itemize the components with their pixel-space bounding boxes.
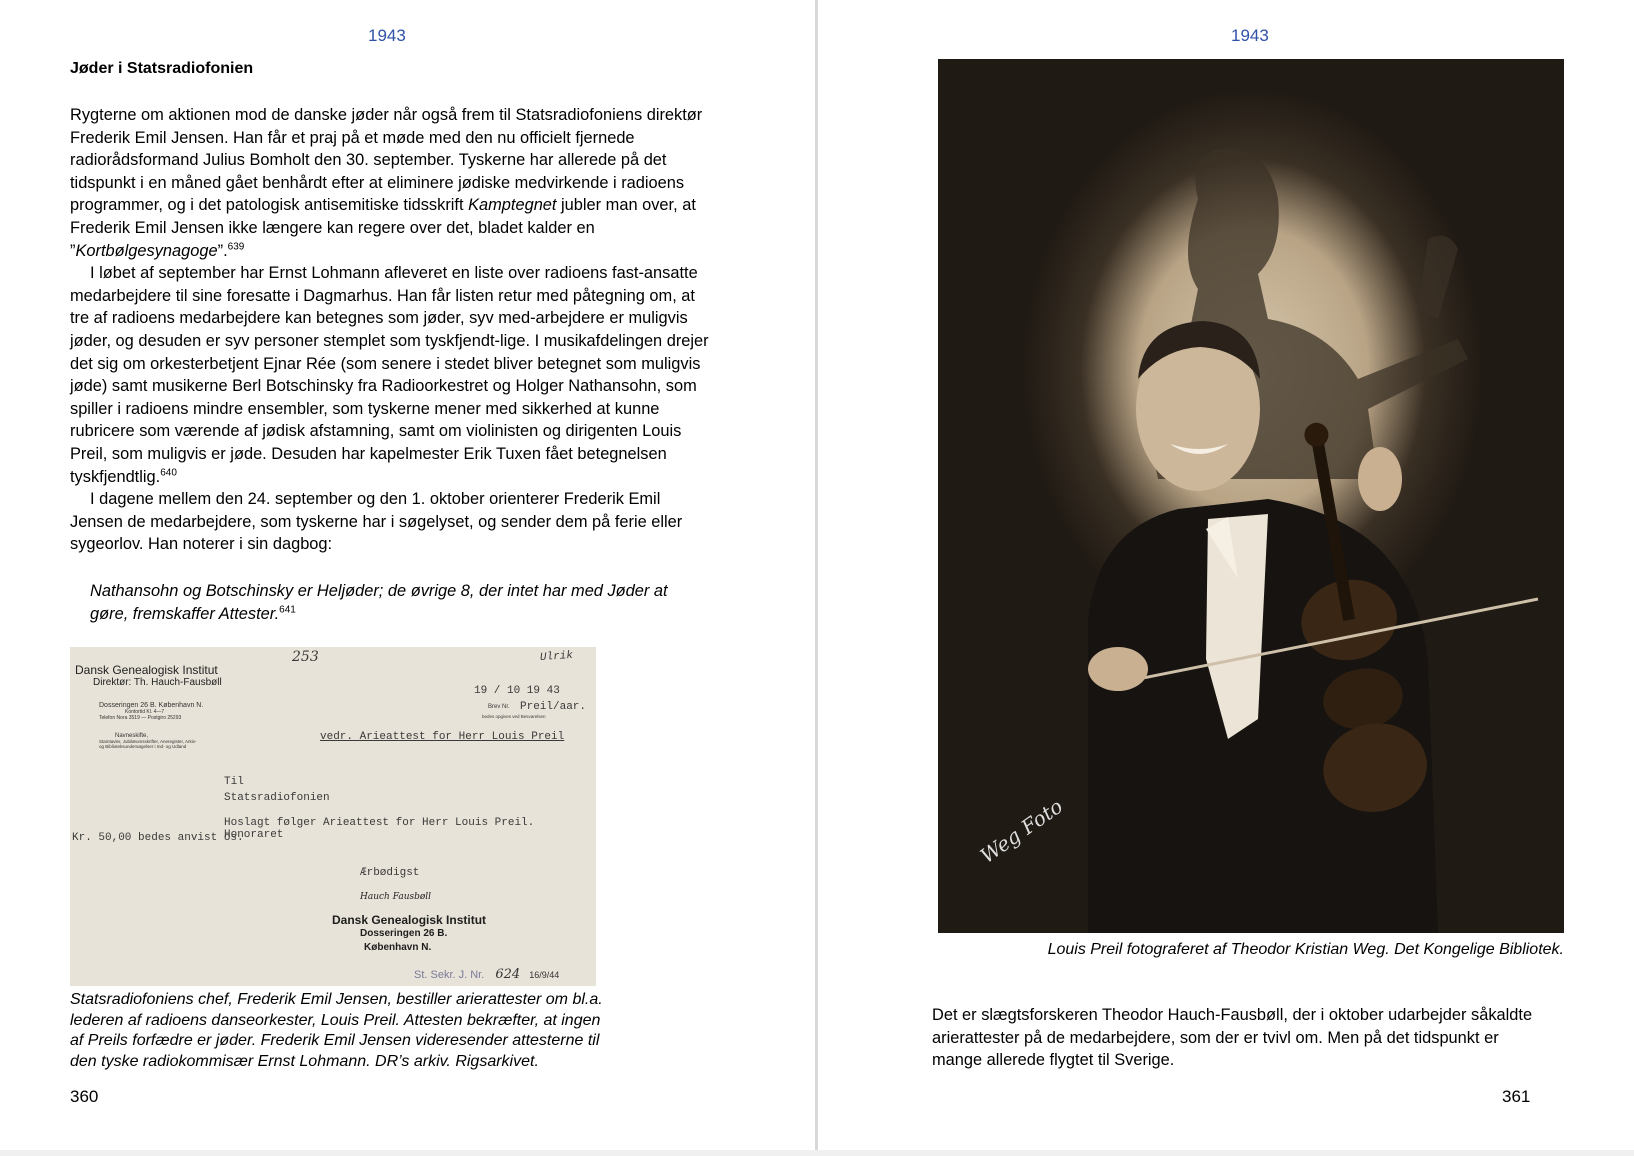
letter-caption (70, 990, 710, 1072)
paragraph (70, 104, 710, 262)
text-line: arierattester på de medarbejdere, som der er tvivl om. Men på det tidspunkt er (932, 1028, 1499, 1047)
journal-stamp-date: 16/9/44 (529, 970, 560, 980)
diary-quote (90, 580, 710, 625)
letter-letterhead (75, 663, 245, 749)
letter-address: Dosseringen 26 B. København N. (99, 702, 204, 709)
letter-body-1: Hoslagt følger Arieattest for Herr Louis Preil. Honoraret (224, 817, 535, 841)
letter-services-title: Navneskifte, (115, 733, 149, 739)
letter-initials: Ulrik (539, 649, 574, 665)
letter-stamp (332, 913, 486, 955)
journal-stamp-label: St. Sekr. J. Nr. (414, 969, 485, 981)
running-header-year: 1943 (1231, 26, 1269, 45)
letter-services-1: Stamtavler, Jubilæumsskrifter, Aneregister, Arkiv- (99, 739, 197, 744)
letter-body-2: Kr. 50,00 bedes anvist os. (72, 832, 244, 844)
letter-ref-label: Brev Nr. (488, 704, 510, 710)
stamp-institute: Dansk Genealogisk Institut (332, 913, 487, 927)
letter-director: Direktør: Th. Hauch-Fausbøll (93, 677, 222, 688)
footnote-ref: 640 (160, 467, 177, 479)
letter-subject: vedr. Arieattest for Herr Louis Preil (320, 731, 565, 743)
stamp-street: Dosseringen 26 B. (360, 928, 448, 939)
page-number: 361 (1502, 1087, 1531, 1106)
letter-date: 19 / 10 19 43 (474, 685, 560, 697)
letter-phone: Telefon Nora 3519 — Postgiro 25293 (99, 715, 182, 721)
text-line: mange allerede flygtet til Sverige. (932, 1051, 1175, 1070)
running-header-year: 1943 (368, 26, 406, 45)
letter-ref: Preil/aar. (520, 701, 587, 713)
text-line: Det er slægtsforskeren Theodor Hauch-Fausbøll, der i oktober udarbejder såkaldte (932, 1006, 1533, 1024)
paragraph (70, 488, 710, 556)
caption-line: den tyske radiokommisær Ernst Lohmann. DR’s arkiv. Rigsarkivet. (70, 1052, 539, 1070)
page-number: 360 (70, 1087, 99, 1106)
letter-hours: Kontortid Kl. 4—7 (125, 709, 165, 715)
text-run: Kamptegnet (468, 196, 557, 215)
body-text (70, 104, 710, 556)
photographer-signature: Weg Foto (975, 793, 1068, 869)
caption-line: Statsradiofoniens chef, Frederik Emil Jensen, bestiller arierattester om bl.a. (70, 991, 603, 1008)
footnote-ref: 639 (227, 241, 245, 253)
photo-caption: Louis Preil fotograferet af Theodor Kristian Weg. Det Kongelige Bibliotek. (1047, 941, 1564, 958)
caption-line: lederen af radioens danseorkester, Louis Preil. Attesten bekræfter, at ingen (70, 1011, 601, 1029)
left-page (0, 0, 815, 1150)
section-heading: Jøder i Statsradiofonien (70, 60, 254, 77)
footnote-ref: 641 (279, 604, 296, 616)
portrait-photo (938, 59, 1564, 933)
letter-number: 253 (292, 649, 319, 665)
stamp-city: København N. (364, 942, 432, 953)
paragraph (70, 262, 710, 488)
text-run: ”. (217, 241, 228, 260)
letter-institute: Dansk Genealogisk Institut (75, 663, 218, 677)
quote-text: Nathansohn og Botschinsky er Heljøder; de øvrige 8, der intet har med Jøder at gøre, fremskaffer Attester. (90, 582, 668, 623)
text-run: jubler man over, at Frederik Emil Jensen ikke længere kan regere over det, bladet kalder en ” (70, 196, 696, 260)
letter-closing: Ærbødigst (360, 867, 420, 879)
text-run: Rygterne om aktionen mod de danske jøder når også frem til Statsradiofoniens direktør Frederik Emil Jensen. Han får et praj på et møde med den nu officielt fjernede radiorådsformand Julius Bomholt den 30. september. Tyskerne har allerede på det tidspunkt i en måned gået benhårdt efter at eliminere jødiske medvirkende i radioens programmer, og i det patologisk antisemitiske tidsskrift (70, 106, 703, 215)
letter-ref-note: bedes opgives ved Besvarelsen (482, 714, 546, 719)
portrait-illustration (938, 59, 1564, 933)
body-text (932, 1004, 1552, 1072)
bow-hand (1088, 647, 1148, 691)
letter-to: Til (224, 776, 244, 788)
shadow-hand (1418, 236, 1458, 319)
journal-stamp-number: 624 (495, 967, 521, 982)
text-run: I dagene mellem den 24. september og den 1. oktober orienterer Frederik Emil Jensen de medarbejdere, som tyskerne har i søgelyset, og sender dem på ferie eller sygeorlov. Han noterer i sin dagbog: (70, 490, 683, 554)
letter-services-2: og Biblioteksundersøgelser i Ind- og Udland (99, 744, 187, 749)
text-run: I løbet af september har Ernst Lohmann afleveret en liste over radioens fast-ansatte medarbejdere til sine foresatte i Dagmarhus. Han får listen retur med påtegning om, at tre af radioens medarbejdere kan betegnes som jøder, syv med-arbejdere er muligvis jøder, og desuden er syv personer stemplet som tyskfjendt-lige. I musikafdelingen drejer det sig om orkesterbetjent Ejnar Rée (som senere i stedet bliver betegnet som muligvis jøde) samt musikerne Berl Botschinsky fra Radioorkestret og Holger Nathansohn, som spiller i radioens mindre ensembler, som tyskerne mener med sikkerhed at kunne rubricere som værende af jødisk afstamning, samt om violinisten og dirigenten Louis Preil, som muligvis er jøde. Desuden har kapelmester Erik Tuxen fået betegnelsen tyskfjendtlig. (70, 264, 709, 486)
letter-recipient: Statsradiofonien (224, 792, 330, 804)
text-run: Kortbølgesynagoge (75, 241, 218, 260)
caption-line: af Preils forfædre er jøder. Frederik Emil Jensen videresender attesterne til (70, 1032, 600, 1049)
letter-journal-stamp (414, 967, 559, 982)
neck-hand (1358, 447, 1402, 511)
right-page (818, 0, 1634, 1150)
letter-image (70, 647, 596, 986)
letter-signature: Hauch Fausbøll (360, 892, 432, 902)
